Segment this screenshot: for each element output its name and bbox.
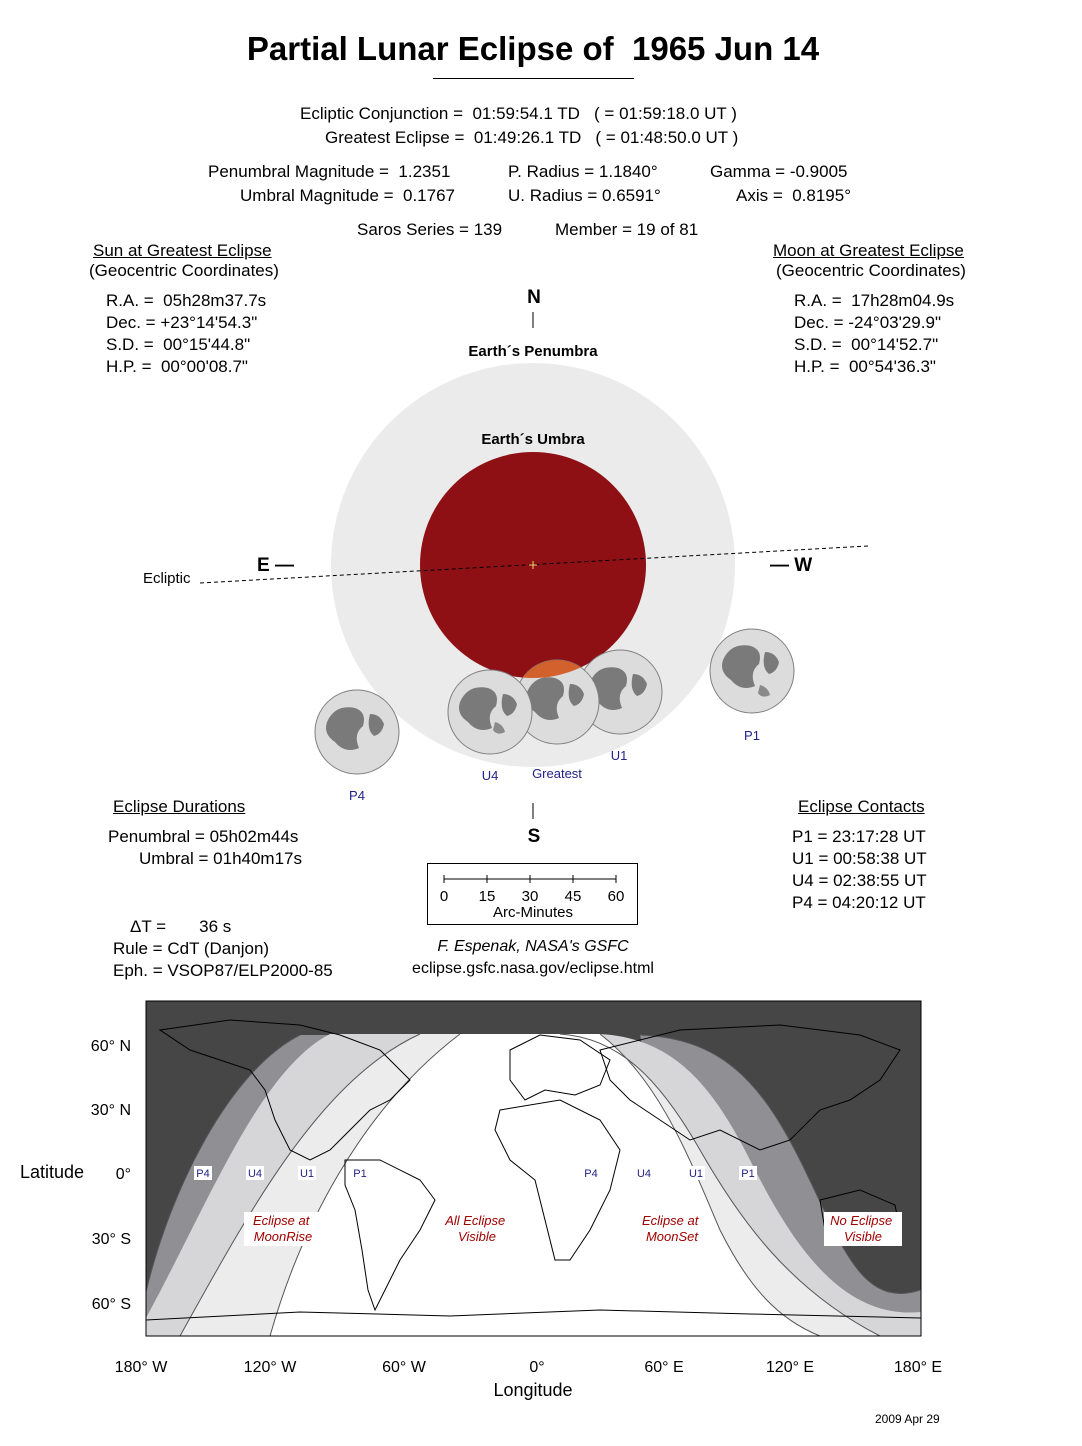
ephemeris: Eph. = VSOP87/ELP2000-85 (113, 961, 333, 980)
lat-tick-label: 0° (115, 1166, 131, 1183)
saros-member: Member = 19 of 81 (555, 220, 699, 239)
lat-tick-label: 60° N (90, 1038, 131, 1055)
penumbral-duration: Penumbral = 05h02m44s (108, 827, 299, 846)
contact-label-u4: U4 (481, 768, 499, 783)
map-label-p1-east: P1 (741, 1168, 755, 1180)
moon-dec: Dec. = -24°03'29.9" (794, 313, 941, 332)
sun-heading: Sun at Greatest Eclipse (93, 241, 272, 260)
website-url: eclipse.gsfc.nasa.gov/eclipse.html (412, 960, 654, 977)
penumbra-radius: P. Radius = 1.1840° (508, 162, 658, 181)
contact-label-u1: U1 (610, 748, 628, 763)
contact-p1: P1 = 23:17:28 UT (792, 827, 926, 846)
scale-tick-label: 0 (439, 888, 449, 905)
moon-sd: S.D. = 00°14'52.7" (794, 335, 939, 354)
lon-tick-label: 180° E (893, 1359, 943, 1376)
delta-t: ΔT = 36 s (130, 917, 232, 936)
scale-bar (427, 863, 638, 925)
lat-tick-label: 30° N (90, 1102, 131, 1119)
south-label: S (527, 826, 541, 847)
map-label-p4-east: P4 (584, 1168, 598, 1180)
contacts-heading: Eclipse Contacts (798, 797, 925, 816)
credit: F. Espenak, NASA's GSFC (437, 938, 629, 955)
lon-tick-label: 60° E (644, 1359, 684, 1376)
region-moonset-label: Eclipse at MoonSet (642, 1213, 699, 1244)
north-label: N (527, 287, 541, 308)
map-xlabel: Longitude (493, 1380, 573, 1400)
moon-ra: R.A. = 17h28m04.9s (794, 291, 955, 310)
contact-u1: U1 = 00:58:38 UT (792, 849, 927, 868)
rule: Rule = CdT (Danjon) (113, 939, 270, 958)
west-label: — W (770, 555, 813, 576)
lon-tick-label: 120° E (765, 1359, 815, 1376)
page-title: Partial Lunar Eclipse of 1965 Jun 14 (246, 30, 820, 67)
moon-p1 (710, 629, 794, 713)
scale-tick-label: 15 (478, 888, 496, 905)
umbral-duration: Umbral = 01h40m17s (139, 849, 303, 868)
greatest-label: Greatest (532, 766, 582, 781)
penumbral-magnitude: Penumbral Magnitude = 1.2351 (208, 162, 451, 181)
umbra-label: Earth´s Umbra (481, 431, 585, 448)
sun-hp: H.P. = 00°00'08.7" (106, 357, 248, 376)
map-label-u4-west: U4 (247, 1168, 263, 1180)
moon-hp: H.P. = 00°54'36.3" (794, 357, 936, 376)
lon-tick-label: 60° W (382, 1359, 426, 1376)
durations-heading: Eclipse Durations (113, 797, 246, 816)
map-label-u1-east: U1 (688, 1168, 704, 1180)
generated-date: 2009 Apr 29 (875, 1412, 940, 1426)
lat-tick-label: 60° S (91, 1296, 131, 1313)
map-label-p4-west: P4 (196, 1168, 210, 1180)
scale-unit-label: Arc-Minutes (492, 904, 574, 921)
ecliptic-label: Ecliptic (143, 570, 191, 587)
sun-ra: R.A. = 05h28m37.7s (106, 291, 267, 310)
moon-u4 (448, 670, 532, 754)
gamma-value: Gamma = -0.9005 (710, 162, 848, 181)
map-label-u4-east: U4 (636, 1168, 652, 1180)
saros-series: Saros Series = 139 (357, 220, 503, 239)
region-moonrise-label (253, 1213, 313, 1244)
scale-tick-label: 60 (607, 888, 625, 905)
contact-label-p1: P1 (744, 728, 760, 743)
scale-tick-label: 30 (521, 888, 539, 905)
lon-tick-label: 180° W (114, 1359, 168, 1376)
region-all-label: All Eclipse Visible (445, 1213, 506, 1244)
scale-tick-label: 45 (564, 888, 582, 905)
umbral-magnitude: Umbral Magnitude = 0.1767 (240, 186, 455, 205)
moon-heading: Moon at Greatest Eclipse (773, 241, 964, 260)
contact-p4: P4 = 04:20:12 UT (792, 893, 926, 912)
sun-dec: Dec. = +23°14'54.3" (106, 313, 258, 332)
lat-tick-label: 30° S (91, 1231, 131, 1248)
map-label-u1-west: U1 (299, 1168, 315, 1180)
region-none-label: No Eclipse Visible (830, 1213, 893, 1244)
map-label-p1-west: P1 (353, 1168, 367, 1180)
ecliptic-conjunction: Ecliptic Conjunction = 01:59:54.1 TD ( = 01:59:18.0 UT ) (300, 104, 737, 123)
sun-subheading: (Geocentric Coordinates) (89, 261, 279, 280)
moon-p4 (315, 690, 399, 774)
contact-label-p4: P4 (349, 788, 365, 803)
moon-subheading: (Geocentric Coordinates) (776, 261, 966, 280)
axis-value: Axis = 0.8195° (736, 186, 852, 205)
lon-tick-label: 0° (529, 1359, 545, 1376)
lon-tick-label: 120° W (243, 1359, 297, 1376)
region-moonrise-line: MoonRise (253, 1229, 313, 1244)
contact-u4: U4 = 02:38:55 UT (792, 871, 927, 890)
region-moonrise-line: Eclipse at (253, 1213, 310, 1228)
sun-sd: S.D. = 00°15'44.8" (106, 335, 251, 354)
greatest-eclipse-time: Greatest Eclipse = 01:49:26.1 TD ( = 01:48:50.0 UT ) (325, 128, 739, 147)
penumbra-label: Earth´s Penumbra (468, 343, 598, 360)
map-ylabel: Latitude (19, 1162, 85, 1182)
east-label: E — (257, 555, 294, 576)
umbra-radius: U. Radius = 0.6591° (508, 186, 661, 205)
visibility-map (0, 990, 1082, 1410)
